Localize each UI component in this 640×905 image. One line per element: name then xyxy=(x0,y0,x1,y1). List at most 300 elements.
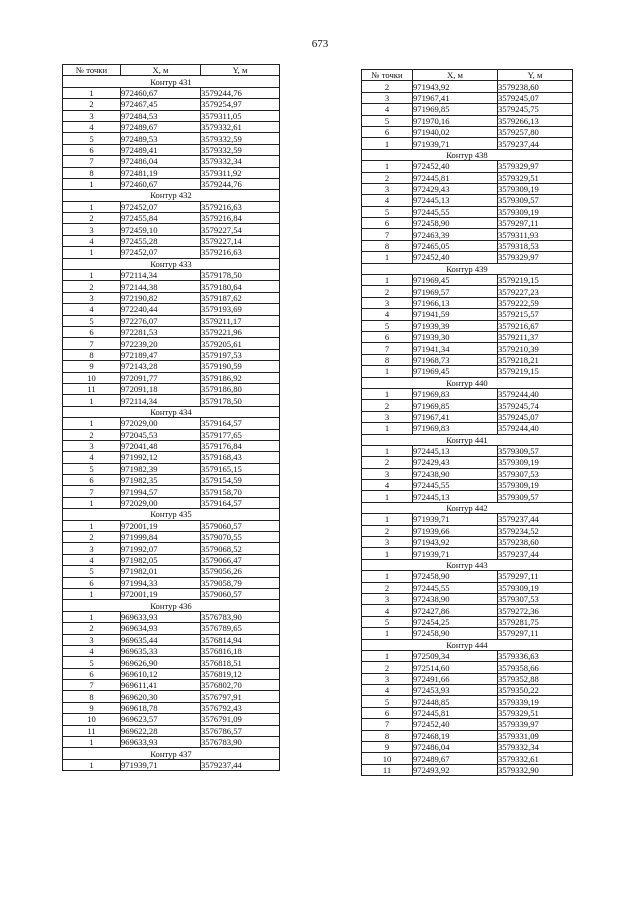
table-row xyxy=(63,645,280,656)
x-coordinate-cell: 971967,41 xyxy=(413,411,498,422)
y-coordinate-cell: 3576818,51 xyxy=(201,657,280,668)
x-coordinate-cell: 972489,53 xyxy=(121,133,201,144)
y-coordinate-cell: 3579218,21 xyxy=(498,354,573,365)
x-coordinate-cell: 971999,84 xyxy=(121,532,201,543)
table-row xyxy=(362,218,573,229)
table-row xyxy=(362,696,573,707)
table-row xyxy=(362,730,573,741)
x-coordinate-cell: 972445,55 xyxy=(413,206,498,217)
table-row xyxy=(362,719,573,730)
table-body-right xyxy=(362,81,573,776)
point-number-cell: 4 xyxy=(362,309,413,320)
point-number-cell: 10 xyxy=(63,372,121,383)
point-number-cell: 10 xyxy=(63,714,121,725)
x-coordinate-cell: 969633,93 xyxy=(121,611,201,622)
table-row xyxy=(63,87,280,98)
x-coordinate-cell: 969633,93 xyxy=(121,737,201,748)
point-number-cell: 2 xyxy=(63,99,121,110)
x-coordinate-cell: 972438,90 xyxy=(413,593,498,604)
x-coordinate-cell: 972091,77 xyxy=(121,372,201,383)
table-row xyxy=(63,623,280,634)
table-row xyxy=(362,571,573,582)
point-number-cell: 3 xyxy=(63,292,121,303)
y-coordinate-cell: 3579332,90 xyxy=(498,764,573,775)
header-x: X, м xyxy=(413,70,498,81)
x-coordinate-cell: 971969,83 xyxy=(413,388,498,399)
table-row xyxy=(63,99,280,110)
table-header-row xyxy=(362,70,573,81)
table-row xyxy=(63,304,280,315)
x-coordinate-cell: 972514,60 xyxy=(413,662,498,673)
y-coordinate-cell: 3579329,97 xyxy=(498,252,573,263)
y-coordinate-cell: 3579068,52 xyxy=(201,543,280,554)
x-coordinate-cell: 972458,90 xyxy=(413,218,498,229)
x-coordinate-cell: 971982,01 xyxy=(121,566,201,577)
x-coordinate-cell: 972491,66 xyxy=(413,673,498,684)
point-number-cell: 5 xyxy=(63,315,121,326)
y-coordinate-cell: 3579358,66 xyxy=(498,662,573,673)
y-coordinate-cell: 3579329,51 xyxy=(498,172,573,183)
y-coordinate-cell: 3579210,39 xyxy=(498,343,573,354)
y-coordinate-cell: 3579215,57 xyxy=(498,309,573,320)
x-coordinate-cell: 971939,71 xyxy=(413,138,498,149)
point-number-cell: 4 xyxy=(63,554,121,565)
contour-heading-row xyxy=(362,149,573,160)
table-row xyxy=(362,411,573,422)
table-row xyxy=(63,315,280,326)
table-row xyxy=(63,691,280,702)
table-row xyxy=(362,673,573,684)
x-coordinate-cell: 971994,33 xyxy=(121,577,201,588)
table-row xyxy=(63,611,280,622)
table-row xyxy=(362,206,573,217)
y-coordinate-cell: 3579311,93 xyxy=(498,229,573,240)
point-number-cell: 1 xyxy=(362,650,413,661)
x-coordinate-cell: 969623,57 xyxy=(121,714,201,725)
contour-heading: Контур 439 xyxy=(362,263,573,274)
x-coordinate-cell: 971994,57 xyxy=(121,486,201,497)
x-coordinate-cell: 969635,44 xyxy=(121,634,201,645)
y-coordinate-cell: 3579332,61 xyxy=(498,753,573,764)
y-coordinate-cell: 3579332,34 xyxy=(498,742,573,753)
page-number: 673 xyxy=(311,38,329,50)
point-number-cell: 7 xyxy=(362,719,413,730)
point-number-cell: 2 xyxy=(362,582,413,593)
table-row xyxy=(63,497,280,508)
y-coordinate-cell: 3579297,11 xyxy=(498,628,573,639)
point-number-cell: 4 xyxy=(63,121,121,132)
y-coordinate-cell: 3579222,59 xyxy=(498,297,573,308)
table-row xyxy=(362,138,573,149)
table-row xyxy=(362,445,573,456)
y-coordinate-cell: 3579193,69 xyxy=(201,304,280,315)
point-number-cell: 1 xyxy=(362,138,413,149)
point-number-cell: 11 xyxy=(63,725,121,736)
y-coordinate-cell: 3579309,19 xyxy=(498,582,573,593)
point-number-cell: 2 xyxy=(362,286,413,297)
table-row xyxy=(362,468,573,479)
x-coordinate-cell: 972276,07 xyxy=(121,315,201,326)
y-coordinate-cell: 3576789,65 xyxy=(201,623,280,634)
y-coordinate-cell: 3579216,63 xyxy=(201,201,280,212)
point-number-cell: 10 xyxy=(362,753,413,764)
x-coordinate-cell: 972458,90 xyxy=(413,571,498,582)
x-coordinate-cell: 969635,33 xyxy=(121,645,201,656)
table-row xyxy=(63,463,280,474)
x-coordinate-cell: 972452,07 xyxy=(121,247,201,258)
table-row xyxy=(362,514,573,525)
point-number-cell: 7 xyxy=(362,229,413,240)
table-row xyxy=(63,167,280,178)
point-number-cell: 5 xyxy=(362,115,413,126)
y-coordinate-cell: 3579297,11 xyxy=(498,571,573,582)
point-number-cell: 4 xyxy=(63,235,121,246)
x-coordinate-cell: 972001,19 xyxy=(121,588,201,599)
table-row xyxy=(362,161,573,172)
x-coordinate-cell: 972190,82 xyxy=(121,292,201,303)
point-number-cell: 9 xyxy=(63,361,121,372)
point-number-cell: 1 xyxy=(362,366,413,377)
x-coordinate-cell: 972281,53 xyxy=(121,326,201,337)
contour-heading: Контур 434 xyxy=(63,406,280,417)
y-coordinate-cell: 3576802,70 xyxy=(201,680,280,691)
point-number-cell: 3 xyxy=(362,92,413,103)
x-coordinate-cell: 972448,85 xyxy=(413,696,498,707)
x-coordinate-cell: 972114,34 xyxy=(121,395,201,406)
point-number-cell: 7 xyxy=(63,338,121,349)
x-coordinate-cell: 971939,71 xyxy=(413,514,498,525)
point-number-cell: 2 xyxy=(63,281,121,292)
x-coordinate-cell: 972240,44 xyxy=(121,304,201,315)
table-row xyxy=(63,634,280,645)
y-coordinate-cell: 3579056,26 xyxy=(201,566,280,577)
table-row xyxy=(362,548,573,559)
table-row xyxy=(63,110,280,121)
point-number-cell: 1 xyxy=(63,201,121,212)
table-row xyxy=(362,616,573,627)
point-number-cell: 8 xyxy=(63,349,121,360)
x-coordinate-cell: 972041,48 xyxy=(121,440,201,451)
point-number-cell: 4 xyxy=(362,605,413,616)
x-coordinate-cell: 972454,25 xyxy=(413,616,498,627)
y-coordinate-cell: 3579216,67 xyxy=(498,320,573,331)
x-coordinate-cell: 972114,34 xyxy=(121,270,201,281)
point-number-cell: 4 xyxy=(63,452,121,463)
x-coordinate-cell: 972452,40 xyxy=(413,719,498,730)
y-coordinate-cell: 3579178,50 xyxy=(201,395,280,406)
table-row xyxy=(362,388,573,399)
point-number-cell: 8 xyxy=(362,240,413,251)
x-coordinate-cell: 972460,67 xyxy=(121,87,201,98)
point-number-cell: 5 xyxy=(63,566,121,577)
y-coordinate-cell: 3579352,88 xyxy=(498,673,573,684)
table-row xyxy=(63,440,280,451)
y-coordinate-cell: 3579332,59 xyxy=(201,133,280,144)
x-coordinate-cell: 971969,85 xyxy=(413,104,498,115)
y-coordinate-cell: 3579281,75 xyxy=(498,616,573,627)
header-y: Y, м xyxy=(201,65,280,76)
x-coordinate-cell: 972438,90 xyxy=(413,468,498,479)
table-row xyxy=(63,121,280,132)
contour-heading: Контур 432 xyxy=(63,190,280,201)
point-number-cell: 5 xyxy=(362,696,413,707)
x-coordinate-cell: 969620,30 xyxy=(121,691,201,702)
table-row xyxy=(63,383,280,394)
y-coordinate-cell: 3579244,76 xyxy=(201,178,280,189)
point-number-cell: 6 xyxy=(63,475,121,486)
contour-heading-row xyxy=(63,190,280,201)
point-number-cell: 1 xyxy=(63,178,121,189)
contour-heading: Контур 442 xyxy=(362,502,573,513)
point-number-cell: 1 xyxy=(63,520,121,531)
x-coordinate-cell: 971992,07 xyxy=(121,543,201,554)
table-row xyxy=(362,685,573,696)
x-coordinate-cell: 971968,73 xyxy=(413,354,498,365)
point-number-cell: 1 xyxy=(63,247,121,258)
x-coordinate-cell: 972445,81 xyxy=(413,172,498,183)
table-row xyxy=(63,326,280,337)
table-row xyxy=(63,418,280,429)
point-number-cell: 1 xyxy=(63,588,121,599)
y-coordinate-cell: 3576792,43 xyxy=(201,702,280,713)
x-coordinate-cell: 972445,13 xyxy=(413,491,498,502)
y-coordinate-cell: 3579058,79 xyxy=(201,577,280,588)
contour-heading-row xyxy=(63,748,280,759)
x-coordinate-cell: 971970,16 xyxy=(413,115,498,126)
y-coordinate-cell: 3579329,51 xyxy=(498,707,573,718)
point-number-cell: 6 xyxy=(63,577,121,588)
table-row xyxy=(63,270,280,281)
point-number-cell: 3 xyxy=(63,440,121,451)
x-coordinate-cell: 972460,67 xyxy=(121,178,201,189)
point-number-cell: 6 xyxy=(63,144,121,155)
point-number-cell: 2 xyxy=(63,623,121,634)
point-number-cell: 6 xyxy=(362,707,413,718)
x-coordinate-cell: 971966,13 xyxy=(413,297,498,308)
point-number-cell: 1 xyxy=(63,270,121,281)
point-number-cell: 6 xyxy=(63,326,121,337)
point-number-cell: 1 xyxy=(362,445,413,456)
table-row xyxy=(63,372,280,383)
table-body-left xyxy=(63,76,280,771)
contour-heading-row xyxy=(63,258,280,269)
x-coordinate-cell: 969622,28 xyxy=(121,725,201,736)
table-row xyxy=(362,593,573,604)
table-row xyxy=(362,309,573,320)
table-row xyxy=(362,525,573,536)
table-row xyxy=(362,742,573,753)
y-coordinate-cell: 3579309,57 xyxy=(498,195,573,206)
table-row xyxy=(63,668,280,679)
table-row xyxy=(63,247,280,258)
table-row xyxy=(362,92,573,103)
x-coordinate-cell: 971992,12 xyxy=(121,452,201,463)
y-coordinate-cell: 3579350,22 xyxy=(498,685,573,696)
y-coordinate-cell: 3579339,19 xyxy=(498,696,573,707)
x-coordinate-cell: 969610,12 xyxy=(121,668,201,679)
x-coordinate-cell: 972445,13 xyxy=(413,195,498,206)
contour-heading-row xyxy=(63,509,280,520)
point-number-cell: 1 xyxy=(63,759,121,770)
x-coordinate-cell: 969626,90 xyxy=(121,657,201,668)
x-coordinate-cell: 972468,19 xyxy=(413,730,498,741)
x-coordinate-cell: 969618,78 xyxy=(121,702,201,713)
y-coordinate-cell: 3579168,43 xyxy=(201,452,280,463)
table-row xyxy=(63,657,280,668)
point-number-cell: 4 xyxy=(362,685,413,696)
table-row xyxy=(362,628,573,639)
point-number-cell: 1 xyxy=(362,548,413,559)
contour-heading-row xyxy=(362,559,573,570)
table-row xyxy=(362,172,573,183)
x-coordinate-cell: 971943,92 xyxy=(413,81,498,92)
y-coordinate-cell: 3579180,64 xyxy=(201,281,280,292)
y-coordinate-cell: 3579309,57 xyxy=(498,491,573,502)
point-number-cell: 3 xyxy=(63,224,121,235)
table-row xyxy=(63,532,280,543)
y-coordinate-cell: 3579197,53 xyxy=(201,349,280,360)
x-coordinate-cell: 972427,86 xyxy=(413,605,498,616)
point-number-cell: 7 xyxy=(63,680,121,691)
y-coordinate-cell: 3579318,53 xyxy=(498,240,573,251)
x-coordinate-cell: 971939,30 xyxy=(413,331,498,342)
table-row xyxy=(362,423,573,434)
y-coordinate-cell: 3579216,84 xyxy=(201,213,280,224)
y-coordinate-cell: 3579332,34 xyxy=(201,156,280,167)
y-coordinate-cell: 3579237,44 xyxy=(201,759,280,770)
contour-heading: Контур 431 xyxy=(63,76,280,87)
table-row xyxy=(362,354,573,365)
table-row xyxy=(362,126,573,137)
table-row xyxy=(63,475,280,486)
contour-heading: Контур 437 xyxy=(63,748,280,759)
point-number-cell: 5 xyxy=(362,616,413,627)
header-point-number: № точки xyxy=(63,65,121,76)
point-number-cell: 6 xyxy=(362,331,413,342)
table-row xyxy=(362,605,573,616)
table-row xyxy=(362,81,573,92)
y-coordinate-cell: 3579060,57 xyxy=(201,520,280,531)
y-coordinate-cell: 3579311,92 xyxy=(201,167,280,178)
point-number-cell: 8 xyxy=(362,730,413,741)
point-number-cell: 2 xyxy=(362,525,413,536)
x-coordinate-cell: 972429,43 xyxy=(413,183,498,194)
point-number-cell: 8 xyxy=(362,354,413,365)
x-coordinate-cell: 972453,93 xyxy=(413,685,498,696)
table-row xyxy=(63,292,280,303)
table-row xyxy=(362,582,573,593)
y-coordinate-cell: 3579060,57 xyxy=(201,588,280,599)
table-row xyxy=(362,662,573,673)
x-coordinate-cell: 972452,40 xyxy=(413,161,498,172)
contour-heading-row xyxy=(63,76,280,87)
table-row xyxy=(63,588,280,599)
table-row xyxy=(63,577,280,588)
x-coordinate-cell: 971939,71 xyxy=(413,548,498,559)
y-coordinate-cell: 3579070,55 xyxy=(201,532,280,543)
contour-heading-row xyxy=(362,502,573,513)
table-row xyxy=(63,520,280,531)
y-coordinate-cell: 3579266,13 xyxy=(498,115,573,126)
y-coordinate-cell: 3579238,60 xyxy=(498,81,573,92)
point-number-cell: 3 xyxy=(362,297,413,308)
point-number-cell: 1 xyxy=(362,388,413,399)
point-number-cell: 6 xyxy=(362,218,413,229)
x-coordinate-cell: 971969,45 xyxy=(413,366,498,377)
contour-heading: Контур 444 xyxy=(362,639,573,650)
x-coordinate-cell: 972486,04 xyxy=(121,156,201,167)
y-coordinate-cell: 3579332,61 xyxy=(201,121,280,132)
contour-heading-row xyxy=(63,600,280,611)
coordinates-table-left xyxy=(62,64,280,771)
y-coordinate-cell: 3579216,63 xyxy=(201,247,280,258)
y-coordinate-cell: 3579219,15 xyxy=(498,275,573,286)
table-row xyxy=(362,764,573,775)
x-coordinate-cell: 972455,28 xyxy=(121,235,201,246)
y-coordinate-cell: 3579244,40 xyxy=(498,388,573,399)
y-coordinate-cell: 3579339,97 xyxy=(498,719,573,730)
x-coordinate-cell: 972463,39 xyxy=(413,229,498,240)
y-coordinate-cell: 3579331,09 xyxy=(498,730,573,741)
y-coordinate-cell: 3579329,97 xyxy=(498,161,573,172)
x-coordinate-cell: 971982,05 xyxy=(121,554,201,565)
contour-heading: Контур 441 xyxy=(362,434,573,445)
table-row xyxy=(63,178,280,189)
header-y: Y, м xyxy=(498,70,573,81)
x-coordinate-cell: 971939,39 xyxy=(413,320,498,331)
point-number-cell: 1 xyxy=(63,611,121,622)
table-row xyxy=(63,395,280,406)
x-coordinate-cell: 969634,93 xyxy=(121,623,201,634)
y-coordinate-cell: 3579245,74 xyxy=(498,400,573,411)
x-coordinate-cell: 972029,00 xyxy=(121,497,201,508)
y-coordinate-cell: 3579234,52 xyxy=(498,525,573,536)
y-coordinate-cell: 3579178,50 xyxy=(201,270,280,281)
y-coordinate-cell: 3579272,36 xyxy=(498,605,573,616)
y-coordinate-cell: 3579227,54 xyxy=(201,224,280,235)
contour-heading: Контур 436 xyxy=(63,600,280,611)
point-number-cell: 6 xyxy=(362,126,413,137)
point-number-cell: 3 xyxy=(362,183,413,194)
x-coordinate-cell: 972144,38 xyxy=(121,281,201,292)
x-coordinate-cell: 972458,90 xyxy=(413,628,498,639)
y-coordinate-cell: 3579221,96 xyxy=(201,326,280,337)
table-row xyxy=(63,213,280,224)
y-coordinate-cell: 3579164,57 xyxy=(201,418,280,429)
x-coordinate-cell: 972445,81 xyxy=(413,707,498,718)
point-number-cell: 11 xyxy=(362,764,413,775)
contour-heading: Контур 440 xyxy=(362,377,573,388)
header-point-number: № точки xyxy=(362,70,413,81)
table-row xyxy=(63,725,280,736)
y-coordinate-cell: 3579238,60 xyxy=(498,537,573,548)
y-coordinate-cell: 3576814,94 xyxy=(201,634,280,645)
coordinates-table-right xyxy=(361,69,573,776)
x-coordinate-cell: 971939,71 xyxy=(121,759,201,770)
point-number-cell: 1 xyxy=(63,87,121,98)
y-coordinate-cell: 3579186,92 xyxy=(201,372,280,383)
table-row xyxy=(63,452,280,463)
point-number-cell: 1 xyxy=(362,491,413,502)
table-row xyxy=(362,480,573,491)
table-header-row xyxy=(63,65,280,76)
x-coordinate-cell: 972489,67 xyxy=(121,121,201,132)
table-row xyxy=(362,457,573,468)
table-row xyxy=(63,680,280,691)
point-number-cell: 8 xyxy=(63,691,121,702)
point-number-cell: 9 xyxy=(362,742,413,753)
table-row xyxy=(362,104,573,115)
